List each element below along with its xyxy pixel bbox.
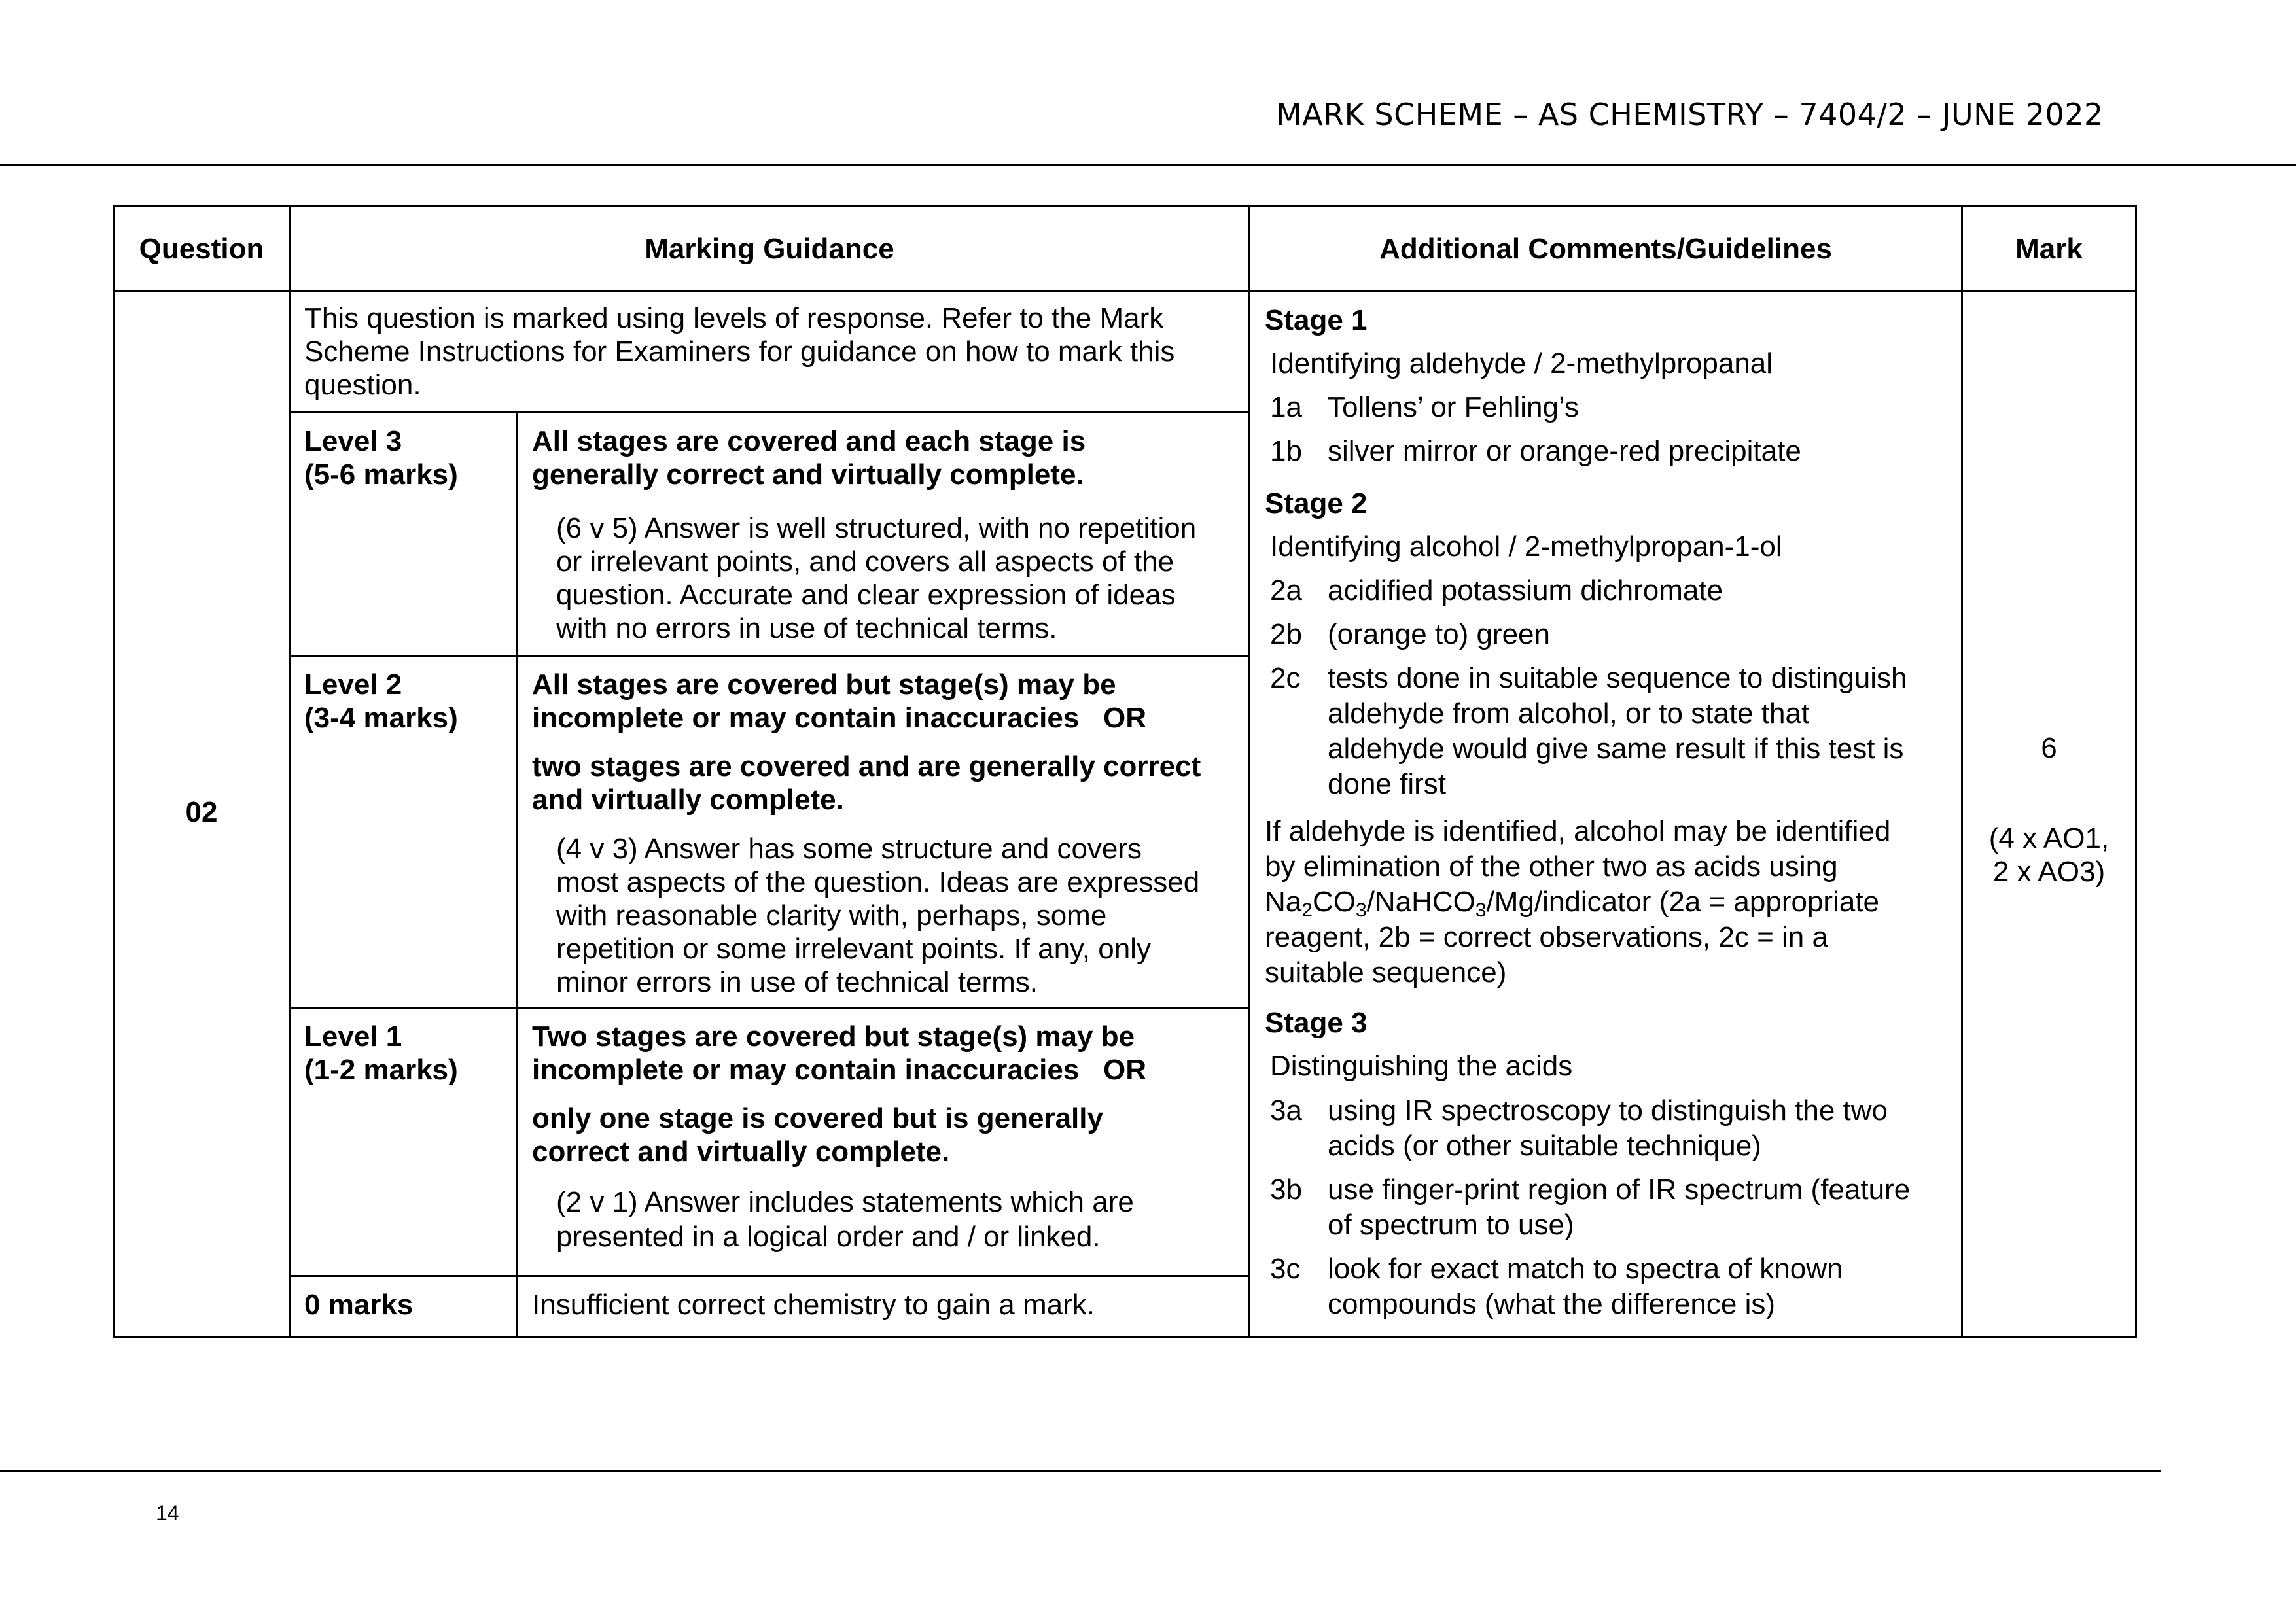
item-text: use finger-print region of IR spectrum (feature: [1328, 1174, 1911, 1206]
level-2-descriptor-line: with reasonable clarity with, perhaps, some: [556, 899, 1107, 932]
item-text: (orange to) green: [1328, 618, 1550, 650]
item-text: compounds (what the difference is): [1328, 1288, 1775, 1320]
level-1-descriptor-line: presented in a logical order and / or linked.: [556, 1221, 1101, 1253]
column-header-question: Question: [139, 232, 264, 265]
level-1-criteria-line: incomplete or may contain inaccuracies OR: [532, 1054, 1146, 1086]
column-divider: [1248, 207, 1250, 1336]
stage-2-title: Stage 2: [1265, 487, 1368, 519]
level-3-descriptor-line: (6 v 5) Answer is well structured, with no repetition: [556, 512, 1197, 544]
intro-line: This question is marked using levels of response. Refer to the Mark: [304, 302, 1164, 334]
mark-ao-line: 2 x AO3): [1992, 856, 2106, 888]
stage-3-subtitle: Distinguishing the acids: [1270, 1050, 1573, 1082]
item-text: using IR spectroscopy to distinguish the two: [1328, 1094, 1888, 1126]
column-divider: [1961, 207, 1963, 1336]
level-3-criteria-line: All stages are covered and each stage is: [532, 425, 1086, 457]
level-1-name: Level 1: [304, 1021, 402, 1053]
item-text: aldehyde from alcohol, or to state that: [1328, 697, 1810, 729]
mark-scheme-table: [113, 205, 2137, 1338]
item-text: of spectrum to use): [1328, 1209, 1574, 1241]
note-line: suitable sequence): [1265, 956, 1507, 988]
level-2-descriptor-line: (4 v 3) Answer has some structure and covers: [556, 833, 1142, 865]
header-divider: [0, 164, 2296, 166]
level-3-criteria-line: generally correct and virtually complete.: [532, 459, 1084, 491]
level-1-marks: (1-2 marks): [304, 1054, 458, 1086]
level-2-descriptor-line: most aspects of the question. Ideas are expressed: [556, 866, 1200, 898]
document-header-title: MARK SCHEME – AS CHEMISTRY – 7404/2 – JUNE 2022: [1276, 97, 2104, 132]
level-1-criteria-line: only one stage is covered but is generally: [532, 1102, 1103, 1134]
level-3-descriptor-line: question. Accurate and clear expression of ideas: [556, 579, 1176, 611]
mark-value: 6: [2041, 732, 2057, 764]
stage-2-subtitle: Identifying alcohol / 2-methylpropan-1-ol: [1270, 531, 1782, 563]
note-line: reagent, 2b = correct observations, 2c = in a: [1265, 921, 1828, 953]
item-text: tests done in suitable sequence to distinguish: [1328, 662, 1907, 694]
intro-row-divider: [289, 411, 1248, 413]
intro-line: question.: [304, 369, 421, 401]
level-row-divider: [289, 1007, 1248, 1009]
page-number: 14: [156, 1501, 179, 1525]
item-code: 2c: [1270, 662, 1301, 694]
item-text: aldehyde would give same result if this test is: [1328, 733, 1904, 765]
item-text: done first: [1328, 768, 1446, 800]
item-code: 3b: [1270, 1174, 1302, 1206]
stage-1-subtitle: Identifying aldehyde / 2-methylpropanal: [1270, 347, 1773, 379]
stage-1-title: Stage 1: [1265, 304, 1368, 336]
column-header-additional-comments: Additional Comments/Guidelines: [1379, 232, 1832, 265]
note-line: by elimination of the other two as acids using: [1265, 850, 1838, 882]
item-code: 3a: [1270, 1094, 1302, 1126]
column-divider: [289, 207, 291, 1336]
level-1-criteria-line: correct and virtually complete.: [532, 1136, 950, 1168]
level-2-marks: (3-4 marks): [304, 702, 458, 734]
note-line: If aldehyde is identified, alcohol may be identified: [1265, 815, 1891, 847]
zero-marks-label: 0 marks: [304, 1289, 414, 1321]
item-text: look for exact match to spectra of known: [1328, 1253, 1843, 1285]
level-3-name: Level 3: [304, 425, 402, 457]
note-line-formula: $Na_2CO_3/NaHCO_3/Mg$/indicator (2a = appropriate: [1265, 886, 1880, 921]
item-code: 2a: [1270, 574, 1302, 606]
level-2-descriptor-line: repetition or some irrelevant points. If any, only: [556, 933, 1151, 965]
level-3-marks: (5-6 marks): [304, 459, 458, 491]
item-code: 3c: [1270, 1253, 1301, 1285]
level-2-criteria-line: and virtually complete.: [532, 784, 844, 816]
item-code: 1b: [1270, 435, 1302, 467]
item-code: 2b: [1270, 618, 1302, 650]
level-row-divider: [289, 655, 1248, 657]
item-text: silver mirror or orange-red precipitate: [1328, 435, 1801, 467]
item-text: acidified potassium dichromate: [1328, 574, 1723, 606]
level-3-descriptor-line: or irrelevant points, and covers all aspects of the: [556, 546, 1174, 578]
column-header-marking-guidance: Marking Guidance: [645, 232, 894, 265]
level-1-descriptor-line: (2 v 1) Answer includes statements which are: [556, 1186, 1134, 1218]
level-row-divider: [289, 1275, 1248, 1277]
level-1-criteria-line: Two stages are covered but stage(s) may be: [532, 1021, 1135, 1053]
item-text: acids (or other suitable technique): [1328, 1130, 1761, 1162]
level-2-criteria-line: All stages are covered but stage(s) may be: [532, 669, 1116, 701]
stage-3-title: Stage 3: [1265, 1007, 1368, 1039]
level-2-name: Level 2: [304, 669, 402, 701]
intro-line: Scheme Instructions for Examiners for guidance on how to mark this: [304, 336, 1175, 368]
zero-marks-text: Insufficient correct chemistry to gain a mark.: [532, 1289, 1095, 1321]
item-code: 1a: [1270, 391, 1302, 423]
question-number: 02: [185, 796, 218, 828]
level-3-descriptor-line: with no errors in use of technical terms.: [556, 612, 1057, 644]
column-header-mark: Mark: [2015, 232, 2083, 265]
footer-divider: [0, 1470, 2161, 1472]
mark-ao-line: (4 x AO1,: [1988, 822, 2110, 854]
level-2-criteria-line: two stages are covered and are generally correct: [532, 750, 1201, 782]
item-text: Tollens’ or Fehling’s: [1328, 391, 1579, 423]
level-2-criteria-line: incomplete or may contain inaccuracies OR: [532, 702, 1146, 734]
level-column-divider: [516, 413, 518, 1336]
level-2-descriptor-line: minor errors in use of technical terms.: [556, 966, 1038, 998]
